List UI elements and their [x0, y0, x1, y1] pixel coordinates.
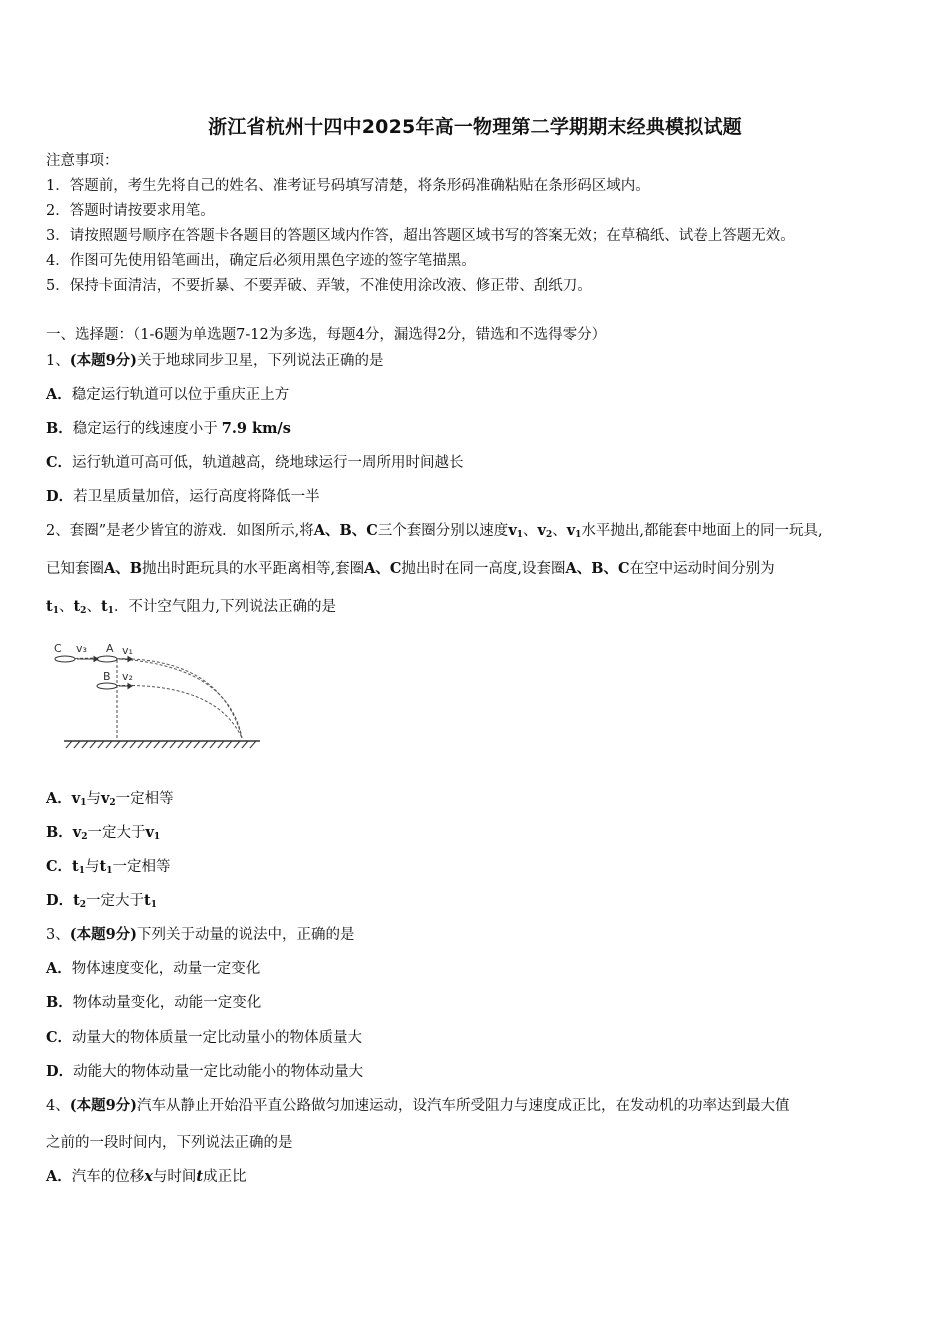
separator: 、 [58, 599, 74, 615]
projectile-figure [50, 638, 265, 750]
option-value: 7.9 km/s [221, 420, 291, 437]
question-text: 三个套圈分别以速度 [377, 523, 509, 539]
option-text: 一定相等 [112, 859, 171, 875]
label-ac: A、C [364, 560, 402, 577]
ring-c [55, 656, 75, 662]
var-t: t [72, 858, 79, 875]
option-text: 物体动量变化，动能一定变化 [72, 995, 262, 1011]
subscript: 1 [106, 866, 113, 876]
option-label: D． [46, 488, 74, 505]
question-score: (本题9分) [69, 352, 138, 369]
question-text: 抛出时在同一高度,设套圈 [401, 561, 566, 577]
option-text: 运行轨道可高可低，轨道越高，绕地球运行一周所用时间越长 [72, 455, 464, 471]
separator: 、 [86, 599, 101, 615]
q2-option-d [46, 891, 157, 915]
option-text: 与时间 [152, 1169, 197, 1185]
question-2-stem-line2 [46, 559, 775, 579]
var-t: t [144, 892, 151, 909]
trajectory-c [65, 658, 242, 738]
label-a: A [106, 642, 114, 655]
option-label: A． [46, 790, 72, 807]
label-v1: v₁ [122, 644, 133, 657]
notice-item: 5．保持卡面清洁，不要折暴、不要弄破、弄皱，不准使用涂改液、修正带、刮纸刀。 [46, 278, 592, 294]
question-text: 在空中运动时间分别为 [629, 561, 775, 577]
label-abc: A、B、C [565, 560, 630, 577]
notice-heading: 注意事项： [46, 153, 119, 169]
question-4-stem-line1 [46, 1096, 790, 1116]
subscript: 2 [79, 900, 87, 910]
page-title: 浙江省杭州十四中2025年高一物理第二学期期末经典模拟试题 [208, 116, 742, 138]
q3-option-b [46, 993, 261, 1013]
q1-option-a [46, 385, 289, 405]
option-label: A． [46, 1168, 72, 1185]
option-text: 若卫星质量加倍，运行高度将降低一半 [73, 489, 320, 505]
question-text: 套圈”是老少皆宜的游戏．如图所示,将 [69, 523, 314, 539]
var-v: v [100, 790, 110, 807]
var-x: x [144, 1168, 153, 1185]
label-b: B [103, 670, 111, 683]
var-v: v [566, 522, 576, 539]
q3-option-c [46, 1028, 362, 1048]
option-label: D． [46, 1063, 74, 1080]
q2-option-a [46, 789, 174, 813]
notice-item: 2．答题时请按要求用笔。 [46, 203, 215, 219]
option-text: 一定大于 [86, 893, 145, 909]
notice-item: 4．作图可先使用铅笔画出，确定后必须用黑色字迹的签字笔描黑。 [46, 253, 476, 269]
question-4-stem-line2: 之前的一段时间内，下列说法正确的是 [46, 1135, 293, 1151]
subscript: 2 [80, 606, 87, 616]
question-text: 水平抛出,都能套中地面上的同一玩具, [581, 523, 823, 539]
option-label: B． [46, 824, 73, 841]
question-2-stem-line1 [46, 521, 823, 545]
option-text: 动能大的物体动量一定比动能小的物体动量大 [73, 1064, 364, 1080]
question-score: (本题9分) [69, 1097, 138, 1114]
var-t: t [73, 598, 81, 615]
var-t: t [196, 1168, 204, 1185]
ring-a [97, 656, 117, 662]
separator: 、 [552, 523, 567, 539]
q2-option-c [46, 857, 170, 881]
var-t: t [46, 598, 53, 615]
question-text: 汽车从静止开始沿平直公路做匀加速运动，设汽车所受阻力与速度成正比，在发动机的功率达到最大值 [137, 1098, 790, 1114]
var-v: v [537, 522, 546, 539]
var-v: v [508, 522, 517, 539]
subscript: 1 [516, 530, 524, 540]
separator: 、 [523, 523, 538, 539]
question-2-stem-line3 [46, 597, 336, 621]
q4-option-a [46, 1167, 247, 1187]
q3-option-a [46, 959, 260, 979]
question-text: 下列关于动量的说法中，正确的是 [137, 927, 355, 943]
option-text: 物体速度变化，动量一定变化 [71, 961, 261, 977]
q1-option-d [46, 487, 320, 507]
label-v3: v₃ [76, 642, 87, 655]
option-text: 动量大的物体质量一定比动量小的物体质量大 [72, 1030, 363, 1046]
var-t: t [100, 598, 108, 615]
question-3-stem [46, 925, 355, 945]
subscript: 1 [52, 606, 59, 616]
question-1-stem [46, 351, 384, 371]
notice-item: 3．请按照题号顺序在答题卡各题目的答题区域内作答，超出答题区域书写的答案无效；在草稿纸、试卷上答题无效。 [46, 228, 795, 244]
question-number: 4、 [46, 1098, 70, 1114]
notice-item: 1．答题前，考生先将自己的姓名、准考证号码填写清楚，将条形码准确粘贴在条形码区域内。 [46, 178, 650, 194]
option-text: 稳定运行轨道可以位于重庆正上方 [71, 387, 290, 403]
option-text: 成正比 [203, 1169, 247, 1185]
label-abc: A、B、C [313, 522, 378, 539]
option-text: 与 [86, 791, 101, 807]
subscript: 1 [80, 798, 87, 808]
label-ab: A、B [104, 560, 143, 577]
option-text: 汽车的位移 [71, 1169, 145, 1185]
option-text: 与 [85, 859, 100, 875]
ring-b [97, 683, 117, 689]
option-text: 一定大于 [87, 825, 146, 841]
question-text: 抛出时距玩具的水平距离相等,套圈 [142, 561, 365, 577]
var-v: v [71, 790, 81, 807]
subscript: 2 [109, 798, 116, 808]
question-text: 关于地球同步卫星，下列说法正确的是 [137, 353, 384, 369]
option-label: A． [46, 386, 72, 403]
option-text: 稳定运行的线速度小于 [72, 421, 218, 437]
ground-hatch [66, 741, 256, 748]
question-number: 2、 [46, 523, 70, 539]
option-label: C． [46, 1029, 73, 1046]
subscript: 1 [107, 606, 114, 616]
option-label: D． [46, 892, 74, 909]
subscript: 1 [150, 900, 158, 910]
var-t: t [99, 858, 107, 875]
option-label: C． [46, 454, 73, 471]
subscript: 2 [81, 832, 88, 842]
question-number: 3、 [46, 927, 70, 943]
option-text: 一定相等 [115, 791, 174, 807]
trajectory-b [107, 685, 242, 738]
subscript: 1 [153, 832, 161, 842]
subscript: 1 [78, 866, 86, 876]
question-text: ．不计空气阻力,下列说法正确的是 [113, 599, 337, 615]
option-label: C． [46, 858, 73, 875]
question-number: 1、 [46, 353, 70, 369]
var-t: t [73, 892, 80, 909]
option-label: A． [46, 960, 72, 977]
question-score: (本题9分) [69, 926, 138, 943]
q1-option-b [46, 419, 291, 439]
label-c: C [54, 642, 62, 655]
subscript: 2 [545, 530, 553, 540]
q3-option-d [46, 1062, 363, 1082]
subscript: 1 [575, 530, 582, 540]
option-label: B． [46, 420, 73, 437]
label-v2: v₂ [122, 670, 133, 683]
q2-option-b [46, 823, 160, 847]
var-v: v [145, 824, 154, 841]
section-heading: 一、选择题：（1-6题为单选题7-12为多选，每题4分，漏选得2分，错选和不选得零分） [46, 327, 607, 343]
q1-option-c [46, 453, 464, 473]
var-v: v [72, 824, 82, 841]
option-label: B． [46, 994, 73, 1011]
question-text: 已知套圈 [46, 561, 104, 577]
